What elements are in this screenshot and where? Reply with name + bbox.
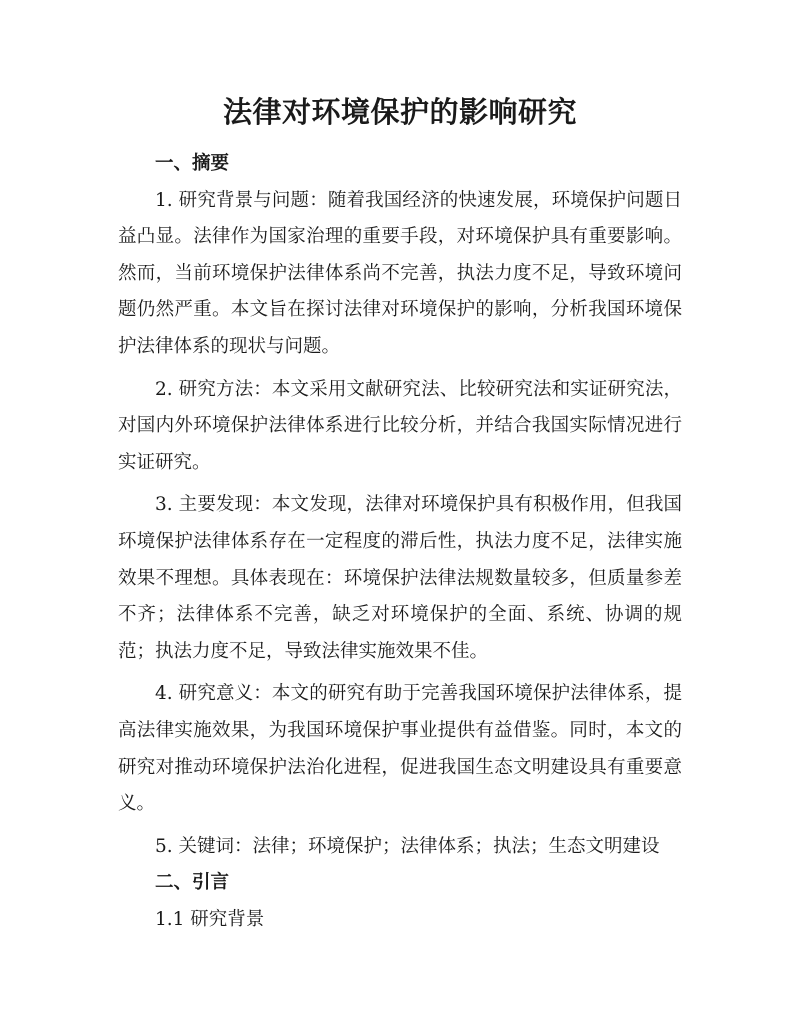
section-heading-introduction: 二、引言 bbox=[155, 872, 230, 894]
abstract-paragraph-background: 1. 研究背景与问题：随着我国经济的快速发展，环境保护问题日益凸显。法律作为国家治理的重要手段，对环境保护具有重要影响。然而，当前环境保护法律体系尚不完善，执法力度不足，导致环境问题仍然严重。本文旨在探讨法律对环境保护的影响，分析我国环境保护法律体系的现状与问题。 bbox=[118, 189, 682, 357]
subsection-heading-background: 1.1 研究背景 bbox=[155, 908, 265, 930]
abstract-paragraph-method: 2. 研究方法：本文采用文献研究法、比较研究法和实证研究法，对国内外环境保护法律体系进行比较分析，并结合我国实际情况进行实证研究。 bbox=[118, 378, 682, 473]
document-body bbox=[118, 146, 682, 938]
abstract-paragraph-significance: 4. 研究意义：本文的研究有助于完善我国环境保护法律体系，提高法律实施效果，为我国环境保护事业提供有益借鉴。同时，本文的研究对推动环境保护法治化进程，促进我国生态文明建设具有重要意义。 bbox=[118, 683, 682, 815]
section-heading-abstract: 一、摘要 bbox=[155, 153, 230, 174]
abstract-paragraph-findings: 3. 主要发现：本文发现，法律对环境保护具有积极作用，但我国环境保护法律体系存在一定程度的滞后性，执法力度不足，法律实施效果不理想。具体表现在：环境保护法律法规数量较多，但质量参差不齐；法律体系不完善，缺乏对环境保护的全面、系统、协调的规范；执法力度不足，导致法律实施效果不佳。 bbox=[118, 494, 682, 662]
document-title: 法律对环境保护的影响研究 bbox=[222, 95, 577, 129]
abstract-paragraph-keywords: 5. 关键词：法律；环境保护；法律体系；执法；生态文明建设 bbox=[155, 835, 660, 857]
